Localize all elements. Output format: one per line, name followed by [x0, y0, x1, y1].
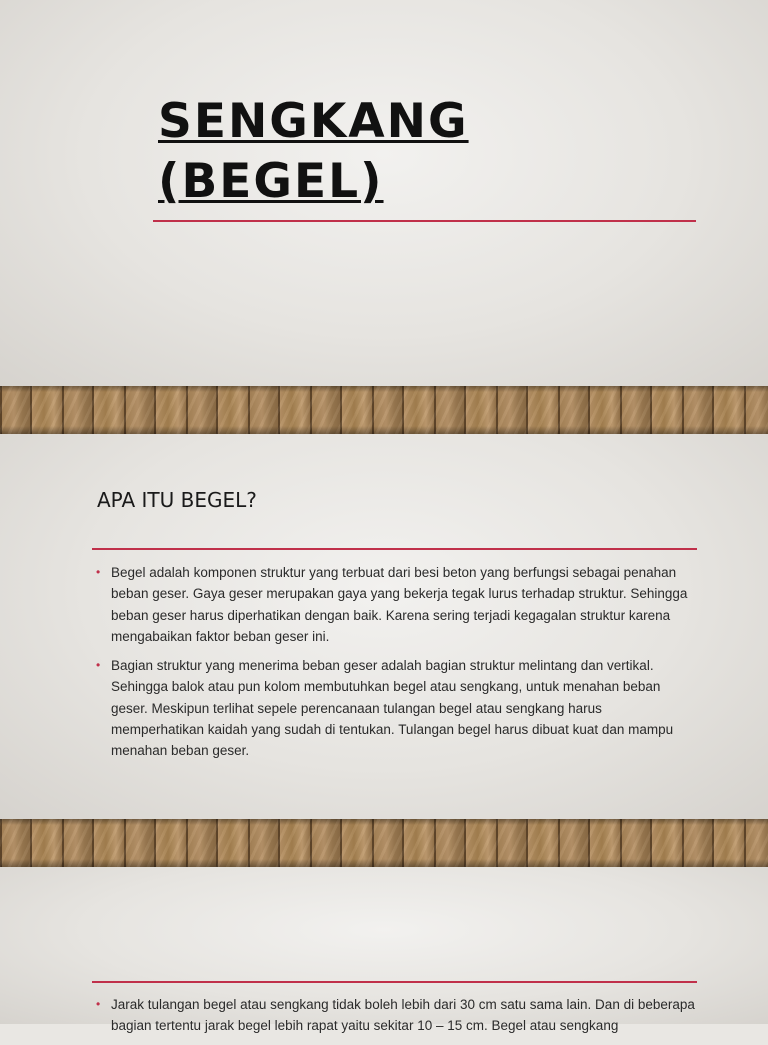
bullet-text: Begel adalah komponen struktur yang terbuat dari besi beton yang berfungsi sebagai penahan beban geser. Gaya geser merupakan gaya yang bekerja tegak lurus terhadap struktur. Sehingga beban geser harus diperhatikan dengan baik. Karena sering terjadi kegagalan struktur karena mengabaikan faktor beban geser ini. — [111, 565, 688, 644]
bullet-text: Bagian struktur yang menerima beban geser adalah bagian struktur melintang dan vertikal. Sehingga balok atau pun kolom membutuhkan begel atau sengkang, untuk menahan beban geser. Meskipun terlihat sepele perencanaan tulangan begel atau sengkang harus memperhatikan kaidah yang sudah di tentukan. Tulangan begel harus dibuat kuat dan mampu menahan beban geser. — [111, 658, 674, 759]
wood-floor-divider — [0, 819, 768, 867]
title-divider — [153, 220, 696, 222]
heading-divider — [92, 981, 697, 983]
bullet-icon: • — [96, 658, 101, 673]
bullet-list — [96, 994, 696, 1045]
slide-heading: APA ITU BEGEL? — [97, 488, 257, 512]
bullet-icon: • — [96, 997, 101, 1011]
slide-title — [158, 92, 469, 212]
list-item — [96, 655, 696, 761]
slide-2 — [0, 434, 768, 819]
slide-title-line-2: (BEGEL) — [158, 154, 384, 209]
slide-1 — [0, 0, 768, 386]
list-item — [96, 562, 696, 647]
bullet-text: Jarak tulangan begel atau sengkang tidak boleh lebih dari 30 cm satu sama lain. Dan di beberapa bagian tertentu jarak begel lebih rapat yaitu sekitar 10 – 15 cm. Begel atau sengkang — [111, 997, 695, 1034]
bullet-list — [96, 562, 696, 770]
slide-3 — [0, 867, 768, 1034]
slide-title-line-1: SENGKANG — [158, 94, 469, 149]
wood-floor-divider — [0, 386, 768, 434]
heading-divider — [92, 548, 697, 550]
bullet-icon: • — [96, 565, 101, 579]
list-item — [96, 994, 696, 1037]
